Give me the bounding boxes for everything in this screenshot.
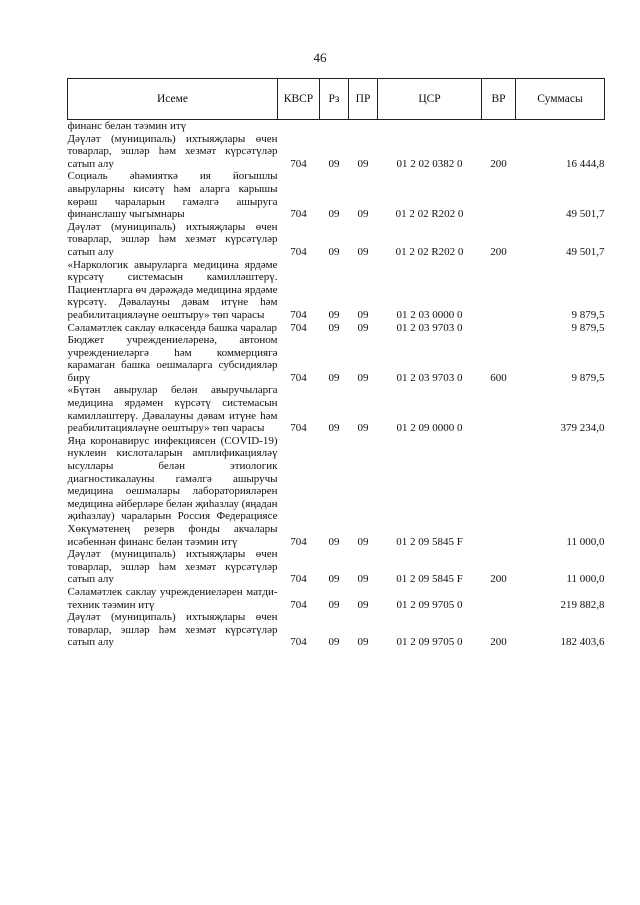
cell-name: финанс белән тәэмин итү: [67, 120, 187, 132]
table-row: [68, 548, 605, 586]
cell-pr: 09: [357, 636, 369, 649]
table-row: [68, 170, 605, 220]
table-row: [68, 133, 605, 171]
cell-csr: 01 2 09 9705 0: [396, 598, 463, 611]
cell-rz: 09: [328, 598, 340, 611]
column-header-pr: ПР: [349, 79, 378, 120]
table-row: [68, 221, 605, 259]
cell-name: Дәүләт (муниципаль) ихтыяҗлары өчен товарлар, эшләр һәм хезмәт күрсәтүләр сатып алу: [67, 548, 278, 586]
cell-kvsr: 704: [290, 308, 307, 321]
cell-sum: 11 000,0: [566, 573, 605, 586]
column-header-vr: ВР: [482, 79, 516, 120]
table-row: [68, 120, 605, 133]
table-row: [68, 384, 605, 434]
cell-sum: 379 234,0: [560, 422, 605, 435]
cell-csr: 01 2 02 R202 0: [395, 245, 464, 258]
cell-name: Дәүләт (муниципаль) ихтыяҗлары өчен товарлар, эшләр һәм хезмәт күрсәтүләр сатып алу: [67, 220, 278, 258]
cell-vr: 200: [490, 636, 507, 649]
page-number: 46: [313, 50, 327, 65]
cell-sum: 9 879,5: [571, 321, 605, 334]
column-header-csr: ЦСР: [378, 79, 482, 120]
cell-kvsr: 704: [290, 245, 307, 258]
cell-vr: [482, 586, 516, 611]
cell-csr: 01 2 03 9703 0: [396, 371, 463, 384]
cell-rz: 09: [328, 573, 340, 586]
cell-vr: [482, 435, 516, 548]
cell-name: Дәүләт (муниципаль) ихтыяҗлары өчен товарлар, эшләр һәм хезмәт күрсәтүләр сатып алу: [67, 611, 278, 649]
cell-rz: 09: [328, 371, 340, 384]
cell-sum: 219 882,8: [560, 598, 605, 611]
cell-vr: 600: [490, 371, 507, 384]
cell-kvsr: [278, 120, 320, 133]
cell-csr: 01 2 03 0000 0: [396, 308, 463, 321]
cell-vr: [482, 322, 516, 335]
cell-csr: 01 2 09 9705 0: [396, 636, 463, 649]
cell-pr: 09: [357, 308, 369, 321]
cell-sum: 11 000,0: [566, 535, 605, 548]
cell-sum: 9 879,5: [571, 371, 605, 384]
cell-csr: 01 2 02 0382 0: [396, 157, 463, 170]
column-header-name: Исеме: [68, 79, 278, 120]
cell-vr: 200: [490, 573, 507, 586]
cell-name: Сәламәтлек саклау өлкәсендә башка чаралар: [67, 321, 277, 334]
column-header-kvsr: КВСР: [278, 79, 320, 120]
cell-csr: 01 2 09 5845 F: [396, 535, 463, 548]
cell-kvsr: 704: [290, 422, 307, 435]
cell-csr: 01 2 09 0000 0: [396, 422, 463, 435]
cell-name: «Наркологик авыруларга медицина ярдәме күрсәтү системасын камилләштерү. Пациентларга өч дәрәҗәдә медицина ярдәме күрсәтү. Дәвалауны дәвам итүне һәм реабилитацияләүне оештыру» төп чарасы: [67, 258, 278, 321]
cell-pr: 09: [357, 157, 369, 170]
cell-rz: 09: [328, 245, 340, 258]
cell-csr: [378, 120, 482, 133]
cell-kvsr: 704: [290, 573, 307, 586]
cell-vr: 200: [490, 157, 507, 170]
cell-rz: [320, 120, 349, 133]
cell-pr: [349, 120, 378, 133]
cell-name: «Бүтән авырулар белән авыручыларга медицина ярдәмен күрсәтү системасын камилләштерү. Дәвалауны дәвам итүне һәм реабилитацияләүне оештыру» төп чарасы: [67, 384, 278, 435]
cell-pr: 09: [357, 208, 369, 221]
cell-rz: 09: [328, 422, 340, 435]
table-body: [68, 120, 605, 649]
table-row: [68, 334, 605, 384]
table-row: [68, 611, 605, 649]
cell-kvsr: 704: [290, 598, 307, 611]
cell-kvsr: 704: [290, 157, 307, 170]
cell-sum: 49 501,7: [566, 208, 605, 221]
cell-sum: [516, 120, 605, 133]
cell-sum: 9 879,5: [571, 308, 605, 321]
cell-sum: 49 501,7: [566, 245, 605, 258]
budget-table: [67, 78, 605, 649]
cell-vr: [482, 384, 516, 434]
cell-csr: 01 2 09 5845 F: [396, 573, 463, 586]
table-row: [68, 435, 605, 548]
cell-name: Социаль әһәмияткә ия йогышлы авыруларны кисәтү һәм аларга карышы көрәш чараларын гамәлгә ашыруга финанслашу чыгымнары: [67, 170, 278, 221]
cell-name: Сәламәтлек саклау учреждениеләрен матди-техник тәэмин итү: [67, 585, 278, 611]
cell-pr: 09: [357, 422, 369, 435]
cell-csr: 01 2 02 R202 0: [395, 208, 464, 221]
cell-name: Бюджет учреждениеләренә, автоном учреждениеләргә һәм коммерциягә карамаган башка оешмаларга субсидияләр бирү: [67, 334, 278, 384]
cell-pr: 09: [357, 573, 369, 586]
cell-rz: 09: [328, 208, 340, 221]
cell-sum: 16 444,8: [566, 157, 605, 170]
table-row: [68, 322, 605, 335]
cell-vr: [482, 120, 516, 133]
cell-name: Дәүләт (муниципаль) ихтыяҗлары өчен товарлар, эшләр һәм хезмәт күрсәтүләр сатып алу: [67, 132, 278, 170]
cell-pr: 09: [357, 371, 369, 384]
cell-pr: 09: [357, 321, 369, 334]
cell-kvsr: 704: [290, 535, 307, 548]
cell-rz: 09: [328, 535, 340, 548]
cell-name: Яңа коронавирус инфекциясен (COVID-19) нуклеин кислоталарын амплификацияләү ысуллары белән этиологик диагностикалауны гамәлгә ашыручы медицина оешмалары лабораторияләрен медицина әйберләре белән җиһазлау (яңадан җиһазлау) чараларын Россия Федерациясе Хөкүмәтенең резерв фонды акчалары исәбеннән финанс белән тәэмин итү: [67, 434, 278, 548]
cell-rz: 09: [328, 321, 340, 334]
cell-csr: 01 2 03 9703 0: [396, 321, 463, 334]
table-header-row: [68, 79, 605, 120]
cell-kvsr: 704: [290, 636, 307, 649]
cell-rz: 09: [328, 636, 340, 649]
cell-pr: 09: [357, 598, 369, 611]
cell-pr: 09: [357, 245, 369, 258]
column-header-sum: Суммасы: [516, 79, 605, 120]
cell-rz: 09: [328, 308, 340, 321]
cell-kvsr: 704: [290, 321, 307, 334]
cell-kvsr: 704: [290, 371, 307, 384]
cell-pr: 09: [357, 535, 369, 548]
cell-vr: [482, 259, 516, 322]
cell-sum: 182 403,6: [560, 636, 605, 649]
column-header-rz: Рз: [320, 79, 349, 120]
cell-vr: 200: [490, 245, 507, 258]
cell-rz: 09: [328, 157, 340, 170]
table-row: [68, 259, 605, 322]
cell-vr: [482, 170, 516, 220]
table-row: [68, 586, 605, 611]
cell-kvsr: 704: [290, 208, 307, 221]
